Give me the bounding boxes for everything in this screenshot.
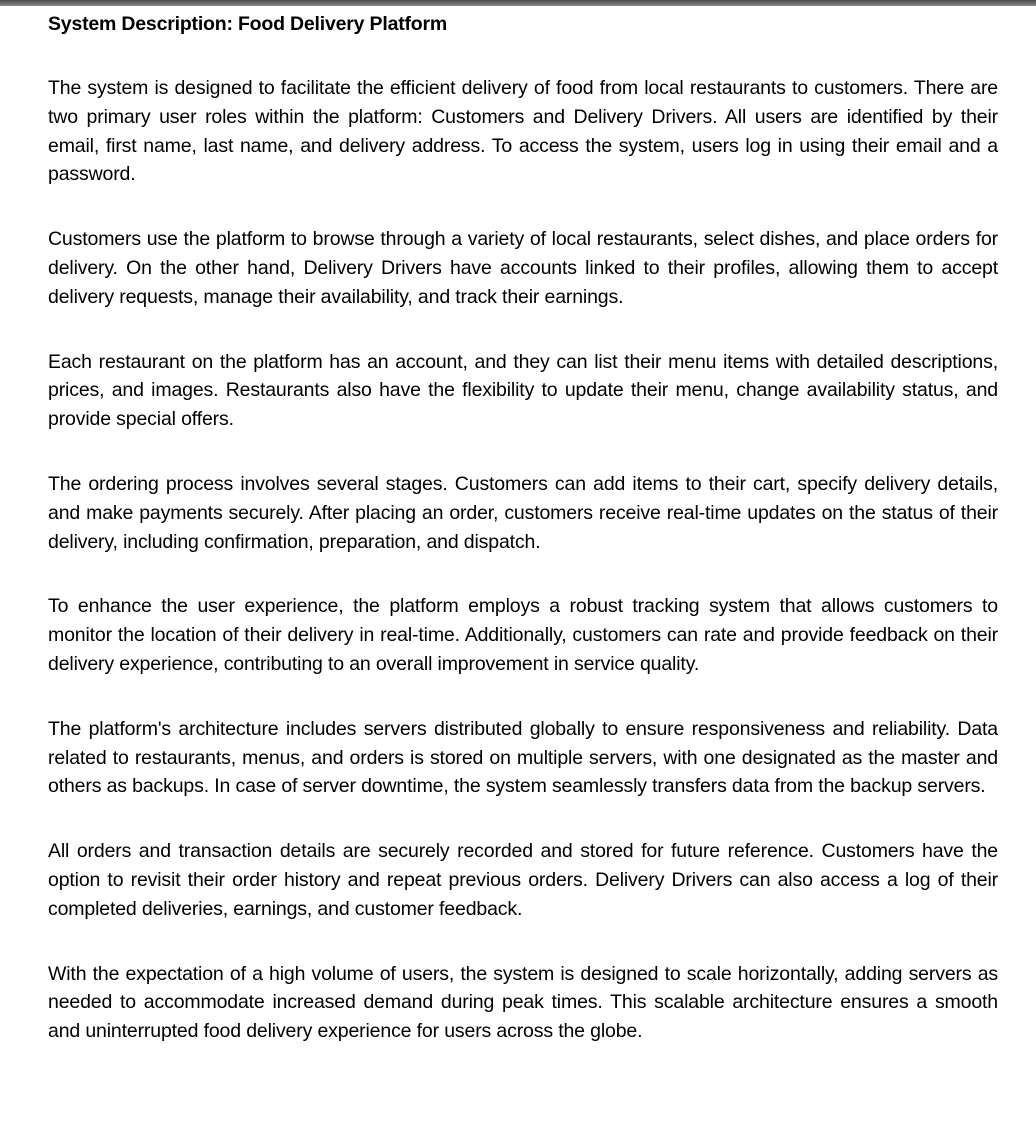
- paragraph-overview: The system is designed to facilitate the efficient delivery of food from local restaurants to customers. There are two primary user roles within the platform: Customers and Delivery Drivers. All users are identified by their email, first name, last name, and delivery address. To access the system, users log in using their email and a password.: [48, 77, 998, 186]
- paragraph-ordering: The ordering process involves several stages. Customers can add items to their cart, specify delivery details, and make payments securely. After placing an order, customers receive real-time updates on the status of their delivery, including confirmation, preparation, and dispatch.: [48, 472, 998, 553]
- paragraph-tracking: To enhance the user experience, the platform employs a robust tracking system that allows customers to monitor the location of their delivery in real-time. Additionally, customers can rate and provide feedback on their delivery experience, contributing to an overall improvement in service quality.: [48, 595, 998, 675]
- top-border: [0, 0, 1036, 6]
- paragraph-scalability: With the expectation of a high volume of users, the system is designed to scale horizontally, adding servers as needed to accommodate increased demand during peak times. This scalable architecture ensures a smooth and uninterrupted food delivery experience for users across the globe.: [48, 962, 998, 1043]
- paragraph-architecture: The platform's architecture includes servers distributed globally to ensure responsiveness and reliability. Data related to restaurants, menus, and orders is stored on multiple servers, with one designated as the master and others as backups. In case of server downtime, the system seamlessly transfers data from the backup servers.: [48, 717, 998, 798]
- document-body: [48, 10, 998, 1046]
- paragraph-history: All orders and transaction details are securely recorded and stored for future reference. Customers have the option to revisit their order history and repeat previous orders. Delivery Drivers can also access a log of their completed deliveries, earnings, and customer feedback.: [48, 840, 998, 920]
- paragraph-restaurants: Each restaurant on the platform has an account, and they can list their menu items with detailed descriptions, prices, and images. Restaurants also have the flexibility to update their menu, change availability status, and provide special offers.: [48, 350, 998, 431]
- document-title: System Description: Food Delivery Platform: [48, 13, 448, 35]
- paragraph-user-roles: Customers use the platform to browse through a variety of local restaurants, select dishes, and place orders for delivery. On the other hand, Delivery Drivers have accounts linked to their profiles, allowing them to accept delivery requests, manage their availability, and track their earnings.: [48, 228, 998, 308]
